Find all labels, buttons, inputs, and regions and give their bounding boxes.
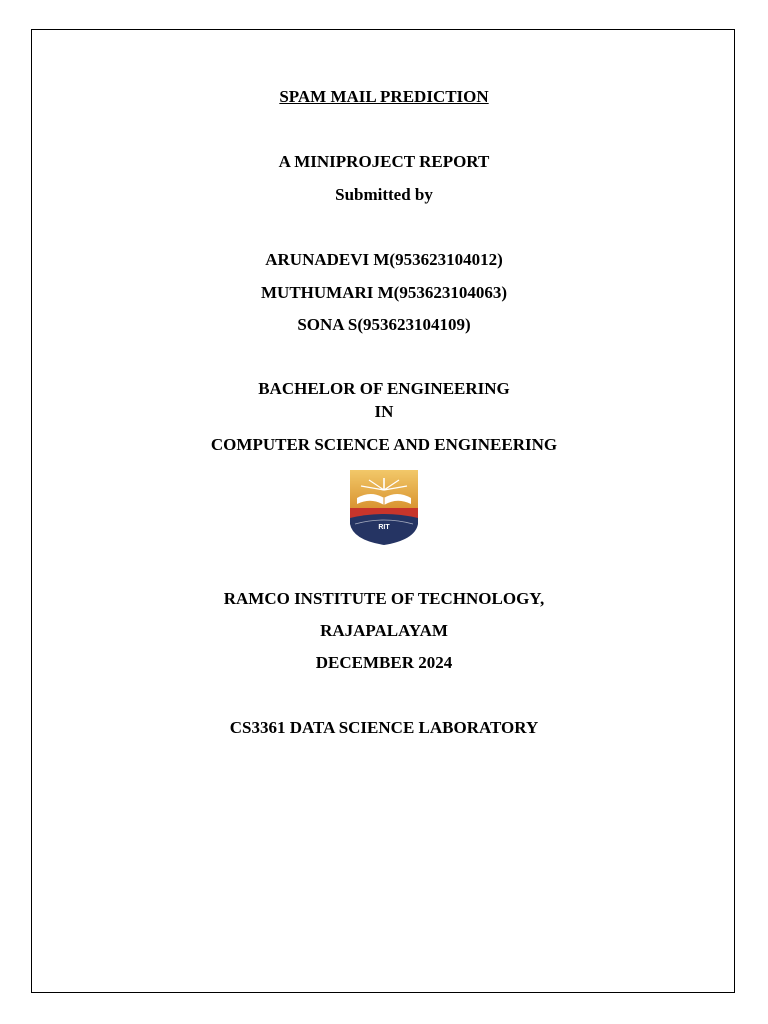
degree-name: BACHELOR OF ENGINEERING bbox=[258, 379, 510, 398]
report-date: DECEMBER 2024 bbox=[315, 653, 453, 672]
report-title: SPAM MAIL PREDICTION bbox=[279, 87, 489, 106]
institution-name: RAMCO INSTITUTE OF TECHNOLOGY, bbox=[223, 589, 545, 608]
course-name: CS3361 DATA SCIENCE LABORATORY bbox=[229, 718, 539, 737]
student-3: SONA S(953623104109) bbox=[297, 315, 471, 334]
report-type: A MINIPROJECT REPORT bbox=[278, 152, 490, 171]
submitted-by-label: Submitted by bbox=[335, 185, 433, 204]
rit-college-crest-icon bbox=[349, 468, 419, 546]
college-logo bbox=[349, 468, 419, 546]
degree-in: IN bbox=[374, 402, 394, 421]
logo-text: RIT bbox=[378, 524, 390, 531]
branch-name: COMPUTER SCIENCE AND ENGINEERING bbox=[210, 435, 558, 454]
student-1: ARUNADEVI M(953623104012) bbox=[265, 250, 503, 269]
institution-location: RAJAPALAYAM bbox=[320, 621, 448, 640]
student-2: MUTHUMARI M(953623104063) bbox=[261, 283, 507, 302]
